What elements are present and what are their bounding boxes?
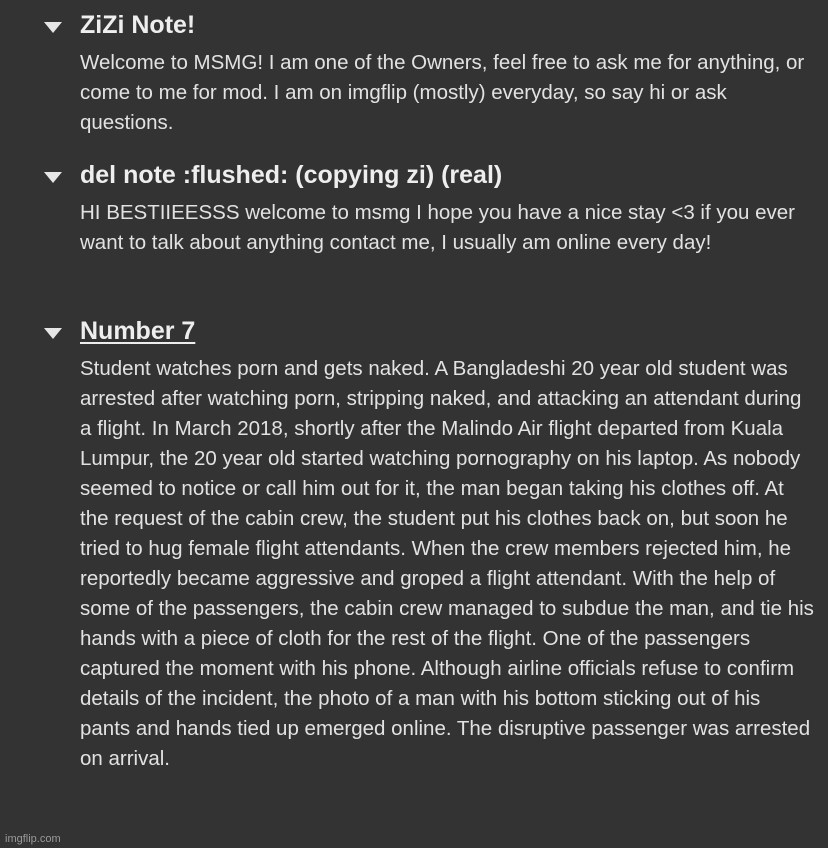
imgflip-watermark: imgflip.com xyxy=(5,833,61,845)
note-title: del note :flushed: (copying zi) (real) xyxy=(80,161,503,189)
note-body: Student watches porn and gets naked. A Bangladeshi 20 year old student was arrested after watching porn, stripping naked, and attacking an attendant during a flight. In March 2018, shortly after the Malindo Air flight departed from Kuala Lumpur, the 20 year old started watching pornography on his laptop. As nobody seemed to notice or call him out for it, the man began taking his clothes off. At the request of the cabin crew, the student put his clothes back on, but soon he tried to hug female flight attendants. When the crew members rejected him, he reportedly became aggressive and groped a flight attendant. With the help of some of the passengers, the cabin crew managed to subdue the man, and tie his hands with a piece of cloth for the rest of the flight. One of the passengers captured the moment with his phone. Although airline officials refuse to confirm details of the incident, the photo of a man with his bottom sticking out of his pants and hands tied up emerged online. The disruptive passenger was arrested on arrival. xyxy=(80,357,814,770)
note-header-zizi[interactable] xyxy=(0,10,800,46)
triangle-down-icon[interactable] xyxy=(44,22,62,33)
note-header-number-7[interactable] xyxy=(0,316,800,352)
note-header-del[interactable] xyxy=(0,160,800,196)
triangle-down-icon[interactable] xyxy=(44,172,62,183)
triangle-down-icon[interactable] xyxy=(44,328,62,339)
note-body: HI BESTIIEESSS welcome to msmg I hope you have a nice stay <3 if you ever want to talk about anything contact me, I usually am online every day! xyxy=(80,201,795,254)
note-body: Welcome to MSMG! I am one of the Owners, feel free to ask me for anything, or come to me for mod. I am on imgflip (mostly) everyday, so say hi or ask questions. xyxy=(80,51,805,134)
note-title-link[interactable]: Number 7 xyxy=(80,317,196,345)
note-title: ZiZi Note! xyxy=(80,11,196,39)
